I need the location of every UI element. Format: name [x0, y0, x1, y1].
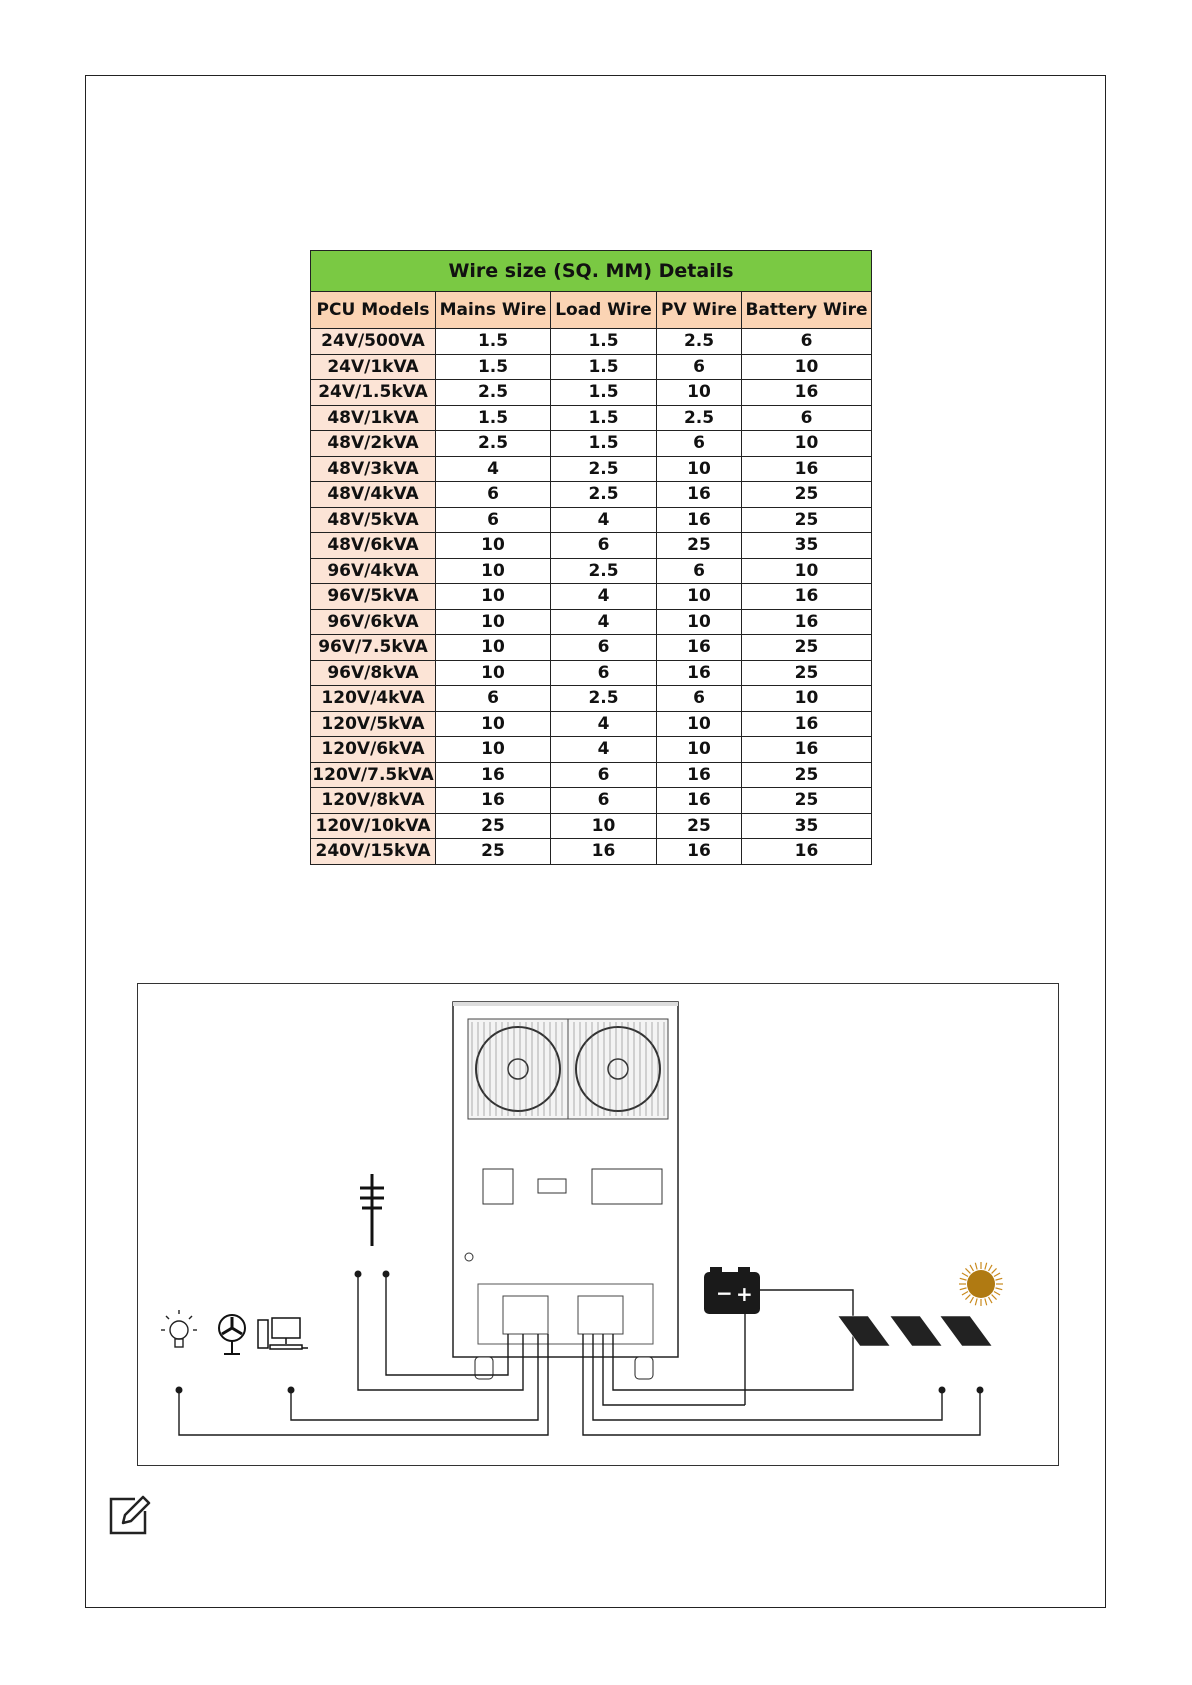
cell-wire-size: 16: [657, 788, 742, 814]
utility-pole-icon: [360, 1174, 384, 1246]
cell-wire-size: 25: [742, 482, 872, 508]
cell-wire-size: 25: [436, 839, 551, 865]
cell-wire-size: 25: [657, 533, 742, 559]
fan-grille-left: [468, 1019, 568, 1119]
header-pcu-models: PCU Models: [311, 292, 436, 329]
table-row: [311, 686, 872, 712]
sun-icon: [959, 1262, 1003, 1306]
cell-wire-size: 25: [436, 813, 551, 839]
cell-wire-size: 6: [436, 482, 551, 508]
cell-wire-size: 10: [657, 711, 742, 737]
cell-wire-size: 10: [742, 431, 872, 457]
cell-wire-size: 4: [436, 456, 551, 482]
cell-wire-size: 2.5: [551, 558, 657, 584]
table-row: [311, 813, 872, 839]
fan-icon: [219, 1315, 245, 1354]
cell-pcu-model: 24V/1.5kVA: [311, 380, 436, 406]
cell-pcu-model: 24V/500VA: [311, 329, 436, 355]
cell-wire-size: 25: [742, 507, 872, 533]
cell-wire-size: 10: [742, 686, 872, 712]
cell-wire-size: 10: [742, 354, 872, 380]
cell-wire-size: 2.5: [436, 380, 551, 406]
cell-wire-size: 10: [436, 711, 551, 737]
header-load-wire: Load Wire: [551, 292, 657, 329]
cell-wire-size: 25: [742, 788, 872, 814]
cell-wire-size: 25: [742, 660, 872, 686]
table-row: [311, 635, 872, 661]
cell-wire-size: 2.5: [657, 329, 742, 355]
table-row: [311, 762, 872, 788]
table-row: [311, 354, 872, 380]
note-edit-icon: [105, 1493, 151, 1539]
table-row: [311, 329, 872, 355]
cell-wire-size: 1.5: [551, 329, 657, 355]
cell-pcu-model: 48V/5kVA: [311, 507, 436, 533]
cell-wire-size: 25: [742, 635, 872, 661]
cell-wire-size: 25: [657, 813, 742, 839]
table-row: [311, 737, 872, 763]
cell-wire-size: 1.5: [436, 405, 551, 431]
cell-wire-size: 10: [436, 533, 551, 559]
cell-wire-size: 16: [657, 839, 742, 865]
cell-pcu-model: 48V/6kVA: [311, 533, 436, 559]
computer-icon: [258, 1318, 308, 1349]
cell-wire-size: 16: [657, 660, 742, 686]
table-row: [311, 507, 872, 533]
cell-wire-size: 16: [551, 839, 657, 865]
cell-wire-size: 4: [551, 584, 657, 610]
table-row: [311, 380, 872, 406]
cell-wire-size: 1.5: [436, 354, 551, 380]
header-mains-wire: Mains Wire: [436, 292, 551, 329]
cell-wire-size: 16: [742, 456, 872, 482]
cell-wire-size: 10: [436, 584, 551, 610]
cell-wire-size: 10: [657, 456, 742, 482]
cell-wire-size: 16: [742, 839, 872, 865]
cell-wire-size: 35: [742, 533, 872, 559]
battery-icon: [704, 1267, 760, 1314]
header-pv-wire: PV Wire: [657, 292, 742, 329]
cell-wire-size: 10: [436, 737, 551, 763]
cell-wire-size: 35: [742, 813, 872, 839]
cell-wire-size: 4: [551, 711, 657, 737]
cell-wire-size: 6: [657, 558, 742, 584]
wire-size-table: [310, 250, 872, 865]
cell-wire-size: 16: [657, 635, 742, 661]
battery-minus: −: [716, 1281, 733, 1305]
cell-wire-size: 6: [657, 354, 742, 380]
cell-wire-size: 10: [436, 558, 551, 584]
cell-wire-size: 1.5: [551, 405, 657, 431]
table-row: [311, 711, 872, 737]
table-row: [311, 456, 872, 482]
cell-wire-size: 1.5: [436, 329, 551, 355]
cell-wire-size: 10: [436, 609, 551, 635]
cell-wire-size: 2.5: [551, 456, 657, 482]
cell-wire-size: 6: [657, 431, 742, 457]
cell-wire-size: 1.5: [551, 431, 657, 457]
cell-wire-size: 16: [436, 788, 551, 814]
cell-wire-size: 4: [551, 737, 657, 763]
cell-wire-size: 6: [551, 788, 657, 814]
cell-wire-size: 10: [742, 558, 872, 584]
solar-panel-icon: [838, 1316, 992, 1346]
table-title: Wire size (SQ. MM) Details: [311, 251, 872, 292]
cell-wire-size: 16: [657, 507, 742, 533]
table-row: [311, 788, 872, 814]
cell-wire-size: 2.5: [436, 431, 551, 457]
cell-wire-size: 2.5: [551, 482, 657, 508]
cell-wire-size: 16: [742, 380, 872, 406]
table-header-row: [311, 292, 872, 329]
header-battery-wire: Battery Wire: [742, 292, 872, 329]
cell-wire-size: 10: [551, 813, 657, 839]
cell-wire-size: 10: [436, 635, 551, 661]
cell-wire-size: 10: [436, 660, 551, 686]
table-row: [311, 839, 872, 865]
table-row: [311, 584, 872, 610]
cell-wire-size: 1.5: [551, 354, 657, 380]
table-row: [311, 609, 872, 635]
cell-wire-size: 10: [657, 380, 742, 406]
cell-wire-size: 6: [551, 533, 657, 559]
cell-wire-size: 1.5: [551, 380, 657, 406]
cell-wire-size: 6: [436, 686, 551, 712]
cell-pcu-model: 120V/4kVA: [311, 686, 436, 712]
cell-pcu-model: 120V/5kVA: [311, 711, 436, 737]
cell-pcu-model: 120V/7.5kVA: [311, 762, 436, 788]
cell-wire-size: 6: [657, 686, 742, 712]
fan-grille-right: [568, 1019, 668, 1119]
cell-wire-size: 6: [742, 329, 872, 355]
cell-wire-size: 16: [742, 609, 872, 635]
cell-pcu-model: 96V/8kVA: [311, 660, 436, 686]
cell-pcu-model: 240V/15kVA: [311, 839, 436, 865]
cell-wire-size: 25: [742, 762, 872, 788]
cell-wire-size: 4: [551, 507, 657, 533]
cell-wire-size: 16: [657, 482, 742, 508]
cell-wire-size: 16: [742, 711, 872, 737]
cell-pcu-model: 48V/2kVA: [311, 431, 436, 457]
cell-wire-size: 16: [436, 762, 551, 788]
wiring-diagram-svg: [138, 984, 1060, 1467]
cell-wire-size: 6: [436, 507, 551, 533]
table-row: [311, 558, 872, 584]
cell-pcu-model: 96V/5kVA: [311, 584, 436, 610]
cell-wire-size: 6: [551, 660, 657, 686]
cell-wire-size: 2.5: [551, 686, 657, 712]
cell-wire-size: 6: [742, 405, 872, 431]
table-row: [311, 533, 872, 559]
cell-pcu-model: 48V/4kVA: [311, 482, 436, 508]
cell-wire-size: 16: [657, 762, 742, 788]
cell-wire-size: 6: [551, 635, 657, 661]
table-row: [311, 482, 872, 508]
cell-pcu-model: 120V/8kVA: [311, 788, 436, 814]
cell-wire-size: 2.5: [657, 405, 742, 431]
cell-wire-size: 6: [551, 762, 657, 788]
cell-pcu-model: 120V/10kVA: [311, 813, 436, 839]
bulb-icon: [161, 1310, 197, 1347]
cell-pcu-model: 96V/6kVA: [311, 609, 436, 635]
cell-wire-size: 10: [657, 609, 742, 635]
table-row: [311, 405, 872, 431]
cell-pcu-model: 96V/7.5kVA: [311, 635, 436, 661]
cell-pcu-model: 24V/1kVA: [311, 354, 436, 380]
table-row: [311, 660, 872, 686]
cell-wire-size: 16: [742, 584, 872, 610]
battery-plus: +: [736, 1282, 753, 1306]
cell-wire-size: 10: [657, 737, 742, 763]
cell-pcu-model: 120V/6kVA: [311, 737, 436, 763]
table-row: [311, 431, 872, 457]
wiring-diagram: [137, 983, 1059, 1466]
cell-pcu-model: 96V/4kVA: [311, 558, 436, 584]
cell-pcu-model: 48V/3kVA: [311, 456, 436, 482]
cell-wire-size: 10: [657, 584, 742, 610]
pcu-unit: [453, 1002, 678, 1379]
cell-wire-size: 16: [742, 737, 872, 763]
cell-wire-size: 4: [551, 609, 657, 635]
cell-pcu-model: 48V/1kVA: [311, 405, 436, 431]
